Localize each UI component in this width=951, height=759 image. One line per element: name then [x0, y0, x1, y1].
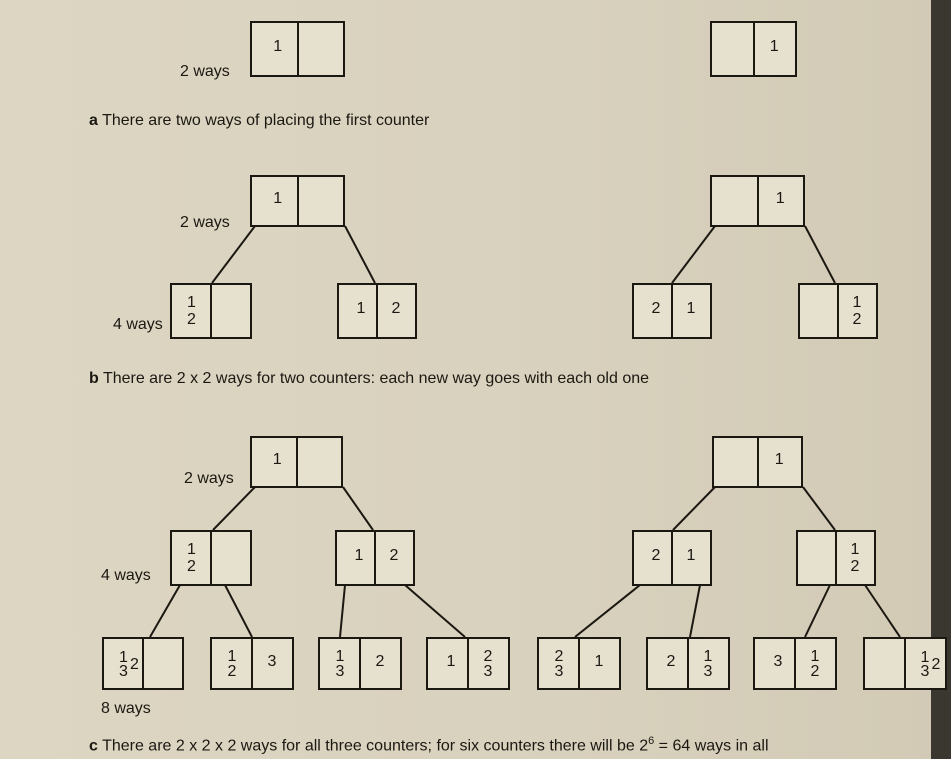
- b-1: [170, 283, 252, 339]
- box-right-half: [374, 532, 413, 584]
- c-m3: [632, 530, 712, 586]
- counter-number: 2: [651, 546, 661, 564]
- c-m4: [796, 530, 876, 586]
- c-m1: [170, 530, 252, 586]
- counter-number: 2: [375, 652, 385, 670]
- box-left-half: [252, 177, 299, 225]
- caption-text: There are 2 x 2 x 2 ways for all three counters; for six counters there will be 2: [102, 737, 649, 755]
- branch-line: [405, 585, 465, 637]
- branch-line: [673, 487, 715, 530]
- c-top-right: [712, 436, 803, 488]
- box-left-half: [755, 639, 796, 688]
- box-right-half: [297, 23, 344, 75]
- counter-number: 2: [130, 655, 139, 673]
- branch-line: [340, 585, 345, 637]
- branch-line: [803, 487, 835, 530]
- counter-number: 1: [354, 546, 364, 564]
- b-2: [337, 283, 417, 339]
- counter-number: 2: [187, 311, 196, 329]
- caption-a: [89, 112, 429, 130]
- counter-number: 2: [852, 311, 862, 329]
- c-b7: [753, 637, 837, 690]
- counter-number: 1: [272, 451, 282, 469]
- box-left-half: [252, 23, 299, 75]
- box-right-half: [753, 23, 796, 75]
- ways-label: 4 ways: [101, 567, 151, 584]
- ways-label: 8 ways: [101, 700, 151, 717]
- box-right-half: [210, 532, 250, 584]
- branch-line: [345, 226, 375, 283]
- box-right-half: [578, 639, 619, 688]
- box-left-half: [712, 177, 759, 225]
- counter-number: 2: [850, 558, 860, 576]
- branch-line: [225, 585, 252, 637]
- counter-number: 1: [774, 451, 784, 469]
- branch-line: [865, 585, 900, 637]
- branch-line: [575, 585, 640, 637]
- box-left-half: [800, 285, 839, 337]
- caption-letter: a: [89, 112, 98, 129]
- box-right-half: [794, 639, 835, 688]
- box-right-half: [687, 639, 728, 688]
- box-right-half: [467, 639, 508, 688]
- box-right-half: [296, 438, 342, 486]
- box-left-half: [865, 639, 906, 688]
- counter-number: 3: [483, 663, 493, 681]
- branch-line: [805, 585, 830, 637]
- branch-line: [805, 226, 835, 283]
- caption-c: [89, 735, 769, 755]
- box-left-half: [714, 438, 759, 486]
- counter-number: 1: [356, 299, 366, 317]
- counter-number: 1: [769, 37, 779, 55]
- box-left-half: [252, 438, 298, 486]
- counter-number: 1: [446, 652, 456, 670]
- box-left-half: [712, 23, 755, 75]
- b-top-right: [710, 175, 805, 227]
- counter-number: 3: [703, 663, 713, 681]
- counter-number: 1: [920, 648, 930, 666]
- counter-number: 1: [703, 647, 713, 665]
- branch-line: [150, 585, 180, 637]
- counter-number: 2: [389, 546, 399, 564]
- counter-number: 3: [335, 663, 345, 681]
- c-b1: [102, 637, 184, 690]
- box-left-half: [320, 639, 361, 688]
- box-left-half: [634, 285, 673, 337]
- c-top-left: [250, 436, 343, 488]
- counter-number: 1: [187, 294, 196, 312]
- counter-number: 1: [335, 647, 345, 665]
- box-left-half: [337, 532, 376, 584]
- box-right-half: [837, 285, 876, 337]
- branch-line: [672, 226, 715, 283]
- box-left-half: [428, 639, 469, 688]
- box-right-half: [359, 639, 400, 688]
- counter-number: 1: [187, 541, 196, 559]
- box-right-half: [251, 639, 292, 688]
- b-4: [798, 283, 878, 339]
- c-b4: [426, 637, 510, 690]
- box-right-half: [757, 177, 804, 225]
- box-left-half: [172, 285, 212, 337]
- counter-number: 1: [810, 647, 820, 665]
- counter-number: 2: [931, 655, 941, 673]
- b-3: [632, 283, 712, 339]
- box-left-half: [648, 639, 689, 688]
- caption-text: There are two ways of placing the first counter: [102, 112, 430, 129]
- box-right-half: [671, 532, 710, 584]
- counter-number: 1: [119, 648, 128, 666]
- box-right-half: [757, 438, 802, 486]
- box-left-half: [172, 532, 212, 584]
- caption-letter: c: [89, 737, 98, 755]
- box-left-half: [798, 532, 837, 584]
- branch-line: [690, 585, 700, 637]
- ways-label: 2 ways: [180, 63, 230, 80]
- box-left-half: [539, 639, 580, 688]
- counter-number: 1: [686, 299, 696, 317]
- counter-number: 2: [187, 558, 196, 576]
- b-top-left: [250, 175, 345, 227]
- box-right-half: [904, 639, 945, 688]
- a-right: [710, 21, 797, 77]
- counter-number: 2: [666, 652, 676, 670]
- counter-number: 3: [554, 663, 564, 681]
- c-b3: [318, 637, 402, 690]
- branch-line: [343, 487, 373, 530]
- ways-label: 2 ways: [180, 214, 230, 231]
- box-left-half: [212, 639, 253, 688]
- counter-number: 1: [852, 294, 862, 312]
- counter-number: 3: [267, 652, 277, 670]
- c-m2: [335, 530, 415, 586]
- counter-number: 1: [775, 190, 785, 208]
- counter-number: 2: [810, 663, 820, 681]
- ways-label: 4 ways: [113, 316, 163, 333]
- a-left: [250, 21, 345, 77]
- caption-text: There are 2 x 2 ways for two counters: each new way goes with each old one: [102, 370, 650, 387]
- counter-number: 2: [483, 647, 493, 665]
- box-right-half: [210, 285, 250, 337]
- box-right-half: [297, 177, 344, 225]
- counter-number: 3: [920, 663, 930, 681]
- counter-number: 3: [773, 652, 783, 670]
- box-left-half: [104, 639, 144, 688]
- c-b5: [537, 637, 621, 690]
- counter-number: 1: [594, 652, 604, 670]
- box-right-half: [671, 285, 710, 337]
- counter-number: 2: [391, 299, 401, 317]
- c-b6: [646, 637, 730, 690]
- box-right-half: [376, 285, 415, 337]
- counter-number: 2: [227, 663, 237, 681]
- counter-number: 1: [686, 546, 696, 564]
- branch-line: [212, 226, 255, 283]
- c-b8: [863, 637, 947, 690]
- counter-number: 1: [273, 37, 283, 55]
- counter-number: 1: [850, 541, 860, 559]
- counter-number: 2: [554, 647, 564, 665]
- box-left-half: [634, 532, 673, 584]
- caption-letter: b: [89, 370, 99, 387]
- box-left-half: [339, 285, 378, 337]
- counter-number: 1: [227, 647, 237, 665]
- box-right-half: [142, 639, 182, 688]
- counter-number: 1: [273, 190, 283, 208]
- caption-b: [89, 370, 649, 388]
- box-right-half: [835, 532, 874, 584]
- c-b2: [210, 637, 294, 690]
- counter-number: 2: [651, 299, 661, 317]
- counter-number: 3: [119, 663, 128, 681]
- caption-exponent: 6: [648, 735, 655, 747]
- branch-line: [213, 487, 255, 530]
- ways-label: 2 ways: [184, 470, 234, 487]
- caption-tail: = 64 ways in all: [654, 737, 769, 755]
